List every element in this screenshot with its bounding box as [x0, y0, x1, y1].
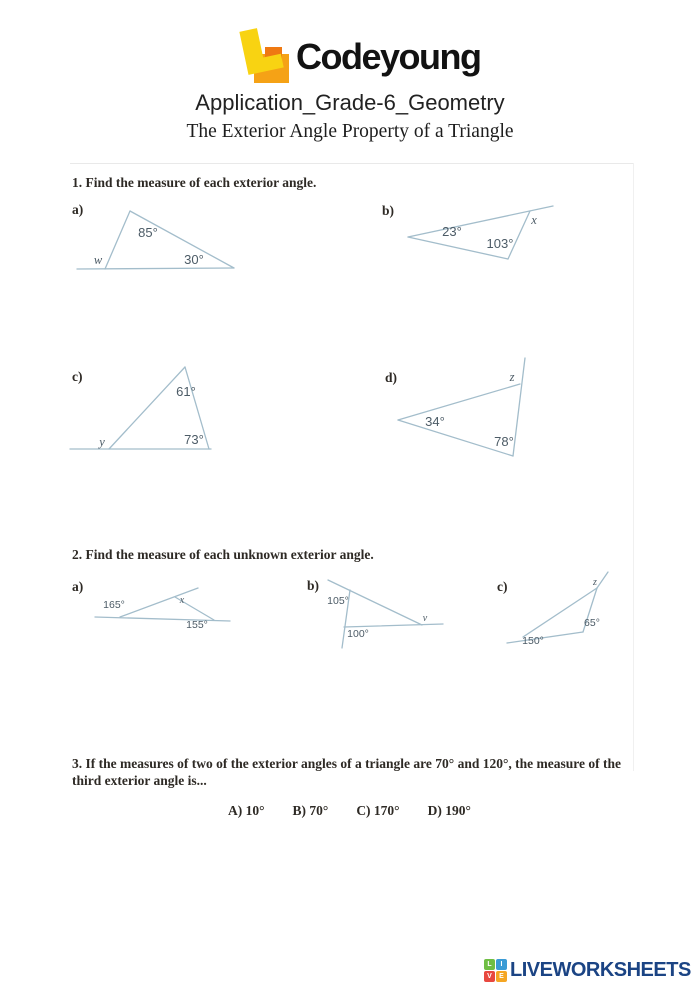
exterior-angle-variable: x — [531, 213, 537, 227]
exterior-angle-variable: z — [593, 577, 597, 588]
codeyoung-logo-icon — [238, 26, 294, 84]
figure-q1a-label: a) — [72, 202, 84, 217]
figure-q2c-label: c) — [497, 579, 508, 594]
angle-label: 65° — [584, 617, 600, 629]
angle-label: 103° — [486, 236, 514, 251]
angle-label: 73° — [184, 432, 204, 447]
angle-label: 100° — [347, 628, 369, 640]
angle-label: 165° — [103, 599, 125, 611]
angle-label: 23° — [442, 224, 462, 239]
figure-q1b-label: b) — [382, 203, 395, 218]
triangle-base-extended — [344, 624, 443, 627]
scan-edge-top — [70, 163, 634, 164]
triangle-top-edge-extended — [120, 588, 198, 617]
liveworksheets-grid-icon — [484, 959, 507, 982]
scan-edge-right — [633, 163, 634, 771]
header — [0, 12, 700, 76]
page-subtitle: The Exterior Angle Property of a Triangle — [186, 121, 514, 142]
grid-letter-v: V — [484, 971, 495, 982]
triangle-left-edge — [109, 367, 185, 449]
question-2-heading: 2. Find the measure of each unknown exterior angle. — [72, 547, 374, 562]
figure-q1d-label: d) — [385, 370, 398, 385]
figure-q2a-triangle — [90, 585, 235, 635]
triangle-base-extended — [77, 268, 234, 269]
triangle-right-edge — [508, 211, 530, 259]
question-3-options — [228, 803, 471, 819]
option-b[interactable]: B) 70° — [292, 803, 329, 818]
figure-q1a-triangle — [70, 205, 245, 275]
triangle-base-extended — [507, 632, 583, 643]
figure-q2b-triangle — [305, 576, 450, 650]
angle-label: 155° — [186, 619, 208, 631]
angle-label: 61° — [176, 384, 196, 399]
triangle-right-edge-extended — [513, 358, 525, 456]
figure-q1d-triangle — [385, 356, 540, 461]
codeyoung-wordmark: Codeyoung — [296, 36, 481, 77]
grid-letter-i: I — [496, 959, 507, 970]
exterior-angle-variable: w — [93, 253, 103, 267]
triangle-apex-extension — [597, 572, 608, 588]
option-d[interactable]: D) 190° — [427, 803, 471, 818]
liveworksheets-wordmark: LIVEWORKSHEETS — [510, 959, 691, 981]
exterior-angle-variable: v — [422, 613, 428, 624]
figure-q1b-triangle — [375, 200, 570, 265]
angle-label: 30° — [184, 252, 204, 267]
exterior-angle-variable: y — [99, 435, 105, 449]
liveworksheets-logo — [484, 959, 691, 982]
angle-label: 78° — [494, 434, 514, 449]
question-1-heading: 1. Find the measure of each exterior angle. — [72, 175, 317, 190]
figure-q2b-label: b) — [307, 578, 320, 593]
option-c[interactable]: C) 170° — [356, 803, 400, 818]
angle-label: 85° — [138, 225, 158, 240]
figure-q1c-triangle — [65, 362, 245, 455]
grid-letter-l: L — [484, 959, 495, 970]
figure-q1c-label: c) — [72, 369, 83, 384]
figure-q2c-triangle — [490, 571, 620, 649]
exterior-angle-variable: x — [179, 595, 185, 606]
angle-label: 34° — [425, 414, 445, 429]
option-a[interactable]: A) 10° — [228, 803, 265, 818]
triangle-top-edge — [398, 384, 520, 420]
exterior-angle-variable: z — [509, 370, 515, 384]
question-3-heading: 3. If the measures of two of the exterior angles of a triangle are 70° and 120°, the measure of the third exterior angle is... — [72, 756, 621, 788]
page-title: Application_Grade-6_Geometry — [195, 90, 505, 115]
grid-letter-e: E — [496, 971, 507, 982]
triangle-left-edge — [523, 588, 597, 637]
triangle-left-edge — [105, 211, 130, 269]
angle-label: 150° — [522, 635, 544, 647]
angle-label: 105° — [327, 595, 349, 607]
figure-q2a-label: a) — [72, 579, 84, 594]
